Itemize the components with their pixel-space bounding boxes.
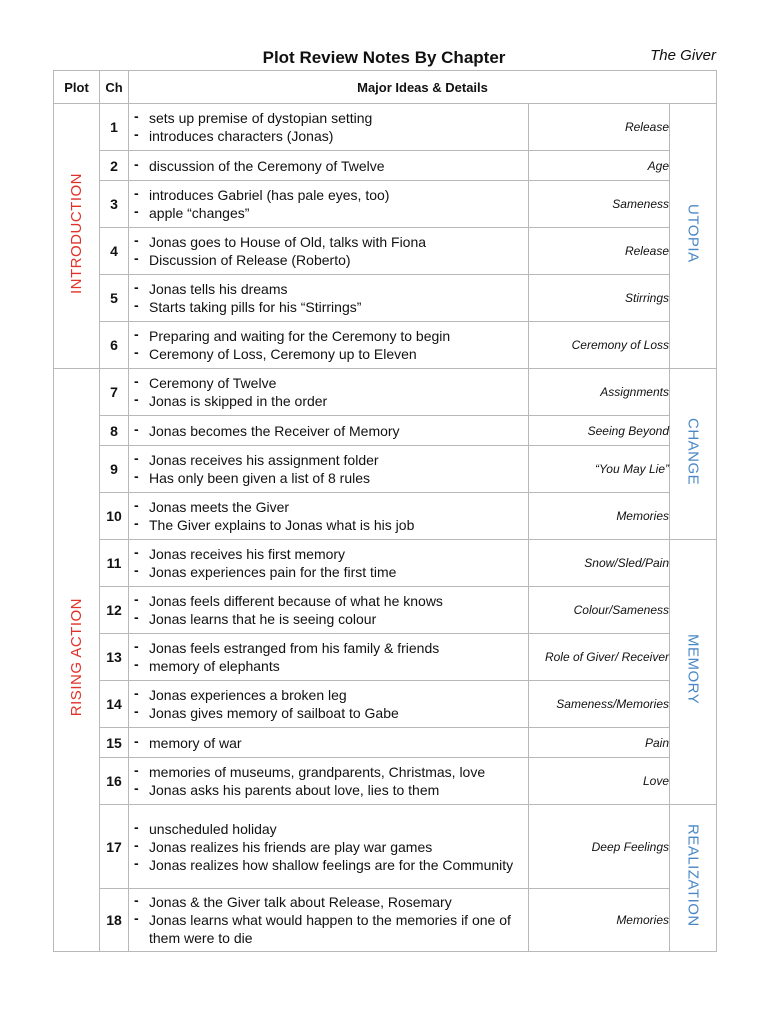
ideas-cell [129,181,529,228]
table-row [54,446,717,493]
chapter-number: 2 [100,151,129,181]
theme-label: REALIZATION [684,824,702,927]
header-row [54,71,717,104]
idea-item: - Jonas asks his parents about love, lies to them [134,781,524,799]
ideas-list [129,545,528,581]
plot-table [53,70,717,952]
chapter-header: Ch [100,71,129,104]
chapter-number: 16 [100,758,129,805]
ideas-cell [129,889,529,952]
table-row [54,104,717,151]
idea-item: - Jonas experiences a broken leg [134,686,524,704]
chapter-theme-tag: Seeing Beyond [529,416,670,446]
idea-item: - Ceremony of Loss, Ceremony up to Eleven [134,345,524,363]
chapter-number: 17 [100,805,129,889]
table-row [54,540,717,587]
ideas-cell [129,587,529,634]
chapter-number: 10 [100,493,129,540]
table-row [54,728,717,758]
theme-cell [670,540,717,805]
ideas-list [129,686,528,722]
chapter-theme-tag: Stirrings [529,275,670,322]
idea-item: - Ceremony of Twelve [134,374,524,392]
chapter-number: 9 [100,446,129,493]
chapter-number: 5 [100,275,129,322]
table-row [54,681,717,728]
chapter-theme-tag: Memories [529,493,670,540]
plot-phase-label: INTRODUCTION [68,173,85,294]
ideas-list [129,498,528,534]
idea-item: - Jonas feels different because of what he knows [134,592,524,610]
theme-label: UTOPIA [684,204,702,263]
table-row [54,228,717,275]
table-row [54,369,717,416]
chapter-theme-tag: Sameness/Memories [529,681,670,728]
idea-item: - memory of war [134,734,524,752]
chapter-theme-tag: Sameness [529,181,670,228]
table-row [54,889,717,952]
ideas-cell [129,681,529,728]
idea-item: - discussion of the Ceremony of Twelve [134,157,524,175]
idea-item: - introduces characters (Jonas) [134,127,524,145]
table-row [54,181,717,228]
chapter-theme-tag: Ceremony of Loss [529,322,670,369]
idea-item: - Jonas receives his first memory [134,545,524,563]
idea-item: - Discussion of Release (Roberto) [134,251,524,269]
chapter-theme-tag: “You May Lie” [529,446,670,493]
ideas-cell [129,416,529,446]
chapter-number: 3 [100,181,129,228]
ideas-cell [129,446,529,493]
idea-item: - Jonas learns that he is seeing colour [134,610,524,628]
theme-cell [670,104,717,369]
chapter-theme-tag: Deep Feelings [529,805,670,889]
idea-item: - Starts taking pills for his “Stirrings” [134,298,524,316]
chapter-theme-tag: Love [529,758,670,805]
chapter-number: 8 [100,416,129,446]
chapter-theme-tag: Snow/Sled/Pain [529,540,670,587]
idea-item: - Jonas goes to House of Old, talks with Fiona [134,233,524,251]
table-row [54,275,717,322]
idea-item: - Jonas realizes how shallow feelings are for the Community [134,856,524,874]
chapter-theme-tag: Release [529,228,670,275]
theme-label: CHANGE [684,417,702,486]
ideas-cell [129,104,529,151]
ideas-list [129,734,528,752]
page-title: Plot Review Notes By Chapter [262,48,506,67]
idea-item: - Jonas tells his dreams [134,280,524,298]
chapter-number: 14 [100,681,129,728]
table-row [54,805,717,889]
table-row [54,634,717,681]
idea-item: - Jonas is skipped in the order [134,392,524,410]
ideas-list [129,374,528,410]
ideas-cell [129,540,529,587]
ideas-cell [129,728,529,758]
chapter-number: 13 [100,634,129,681]
ideas-list [129,763,528,799]
ideas-cell [129,228,529,275]
ideas-list [129,157,528,175]
idea-item: - Jonas realizes his friends are play war games [134,838,524,856]
chapter-theme-tag: Release [529,104,670,151]
ideas-cell [129,275,529,322]
ideas-list [129,893,528,947]
idea-item: - The Giver explains to Jonas what is his job [134,516,524,534]
plot-header: Plot [54,71,100,104]
chapter-number: 1 [100,104,129,151]
ideas-cell [129,758,529,805]
ideas-list [129,186,528,222]
ideas-list [129,109,528,145]
plot-phase-cell [54,104,100,369]
ideas-list [129,422,528,440]
chapter-number: 15 [100,728,129,758]
book-title: The Giver [650,47,716,64]
chapter-number: 12 [100,587,129,634]
theme-cell [670,369,717,540]
ideas-cell [129,322,529,369]
chapter-theme-tag: Role of Giver/ Receiver [529,634,670,681]
idea-item: - Jonas becomes the Receiver of Memory [134,422,524,440]
table-row [54,322,717,369]
plot-phase-label: RISING ACTION [68,598,85,717]
ideas-cell [129,493,529,540]
chapter-theme-tag: Assignments [529,369,670,416]
idea-item: - sets up premise of dystopian setting [134,109,524,127]
ideas-header: Major Ideas & Details [129,71,717,104]
idea-item: - memory of elephants [134,657,524,675]
idea-item: - Jonas learns what would happen to the memories if one of them were to die [134,911,524,947]
idea-item: - Jonas experiences pain for the first time [134,563,524,581]
idea-item: - memories of museums, grandparents, Christmas, love [134,763,524,781]
plot-phase-cell [54,369,100,952]
idea-item: - Jonas feels estranged from his family & friends [134,639,524,657]
idea-item: - Has only been given a list of 8 rules [134,469,524,487]
table-row [54,493,717,540]
idea-item: - Jonas meets the Giver [134,498,524,516]
ideas-list [129,592,528,628]
ideas-cell [129,369,529,416]
idea-item: - unscheduled holiday [134,820,524,838]
chapter-number: 6 [100,322,129,369]
ideas-list [129,820,528,874]
ideas-list [129,280,528,316]
chapter-number: 7 [100,369,129,416]
chapter-theme-tag: Colour/Sameness [529,587,670,634]
table-row [54,416,717,446]
idea-item: - apple “changes” [134,204,524,222]
idea-item: - Jonas & the Giver talk about Release, Rosemary [134,893,524,911]
ideas-list [129,233,528,269]
ideas-cell [129,805,529,889]
theme-cell [670,805,717,952]
table-row [54,758,717,805]
table-row [54,151,717,181]
idea-item: - introduces Gabriel (has pale eyes, too) [134,186,524,204]
idea-item: - Preparing and waiting for the Ceremony to begin [134,327,524,345]
chapter-theme-tag: Age [529,151,670,181]
ideas-cell [129,151,529,181]
ideas-list [129,451,528,487]
chapter-number: 11 [100,540,129,587]
idea-item: - Jonas gives memory of sailboat to Gabe [134,704,524,722]
chapter-theme-tag: Memories [529,889,670,952]
ideas-cell [129,634,529,681]
theme-label: MEMORY [684,634,702,705]
idea-item: - Jonas receives his assignment folder [134,451,524,469]
ideas-list [129,327,528,363]
table-row [54,587,717,634]
ideas-list [129,639,528,675]
chapter-number: 18 [100,889,129,952]
chapter-theme-tag: Pain [529,728,670,758]
chapter-number: 4 [100,228,129,275]
